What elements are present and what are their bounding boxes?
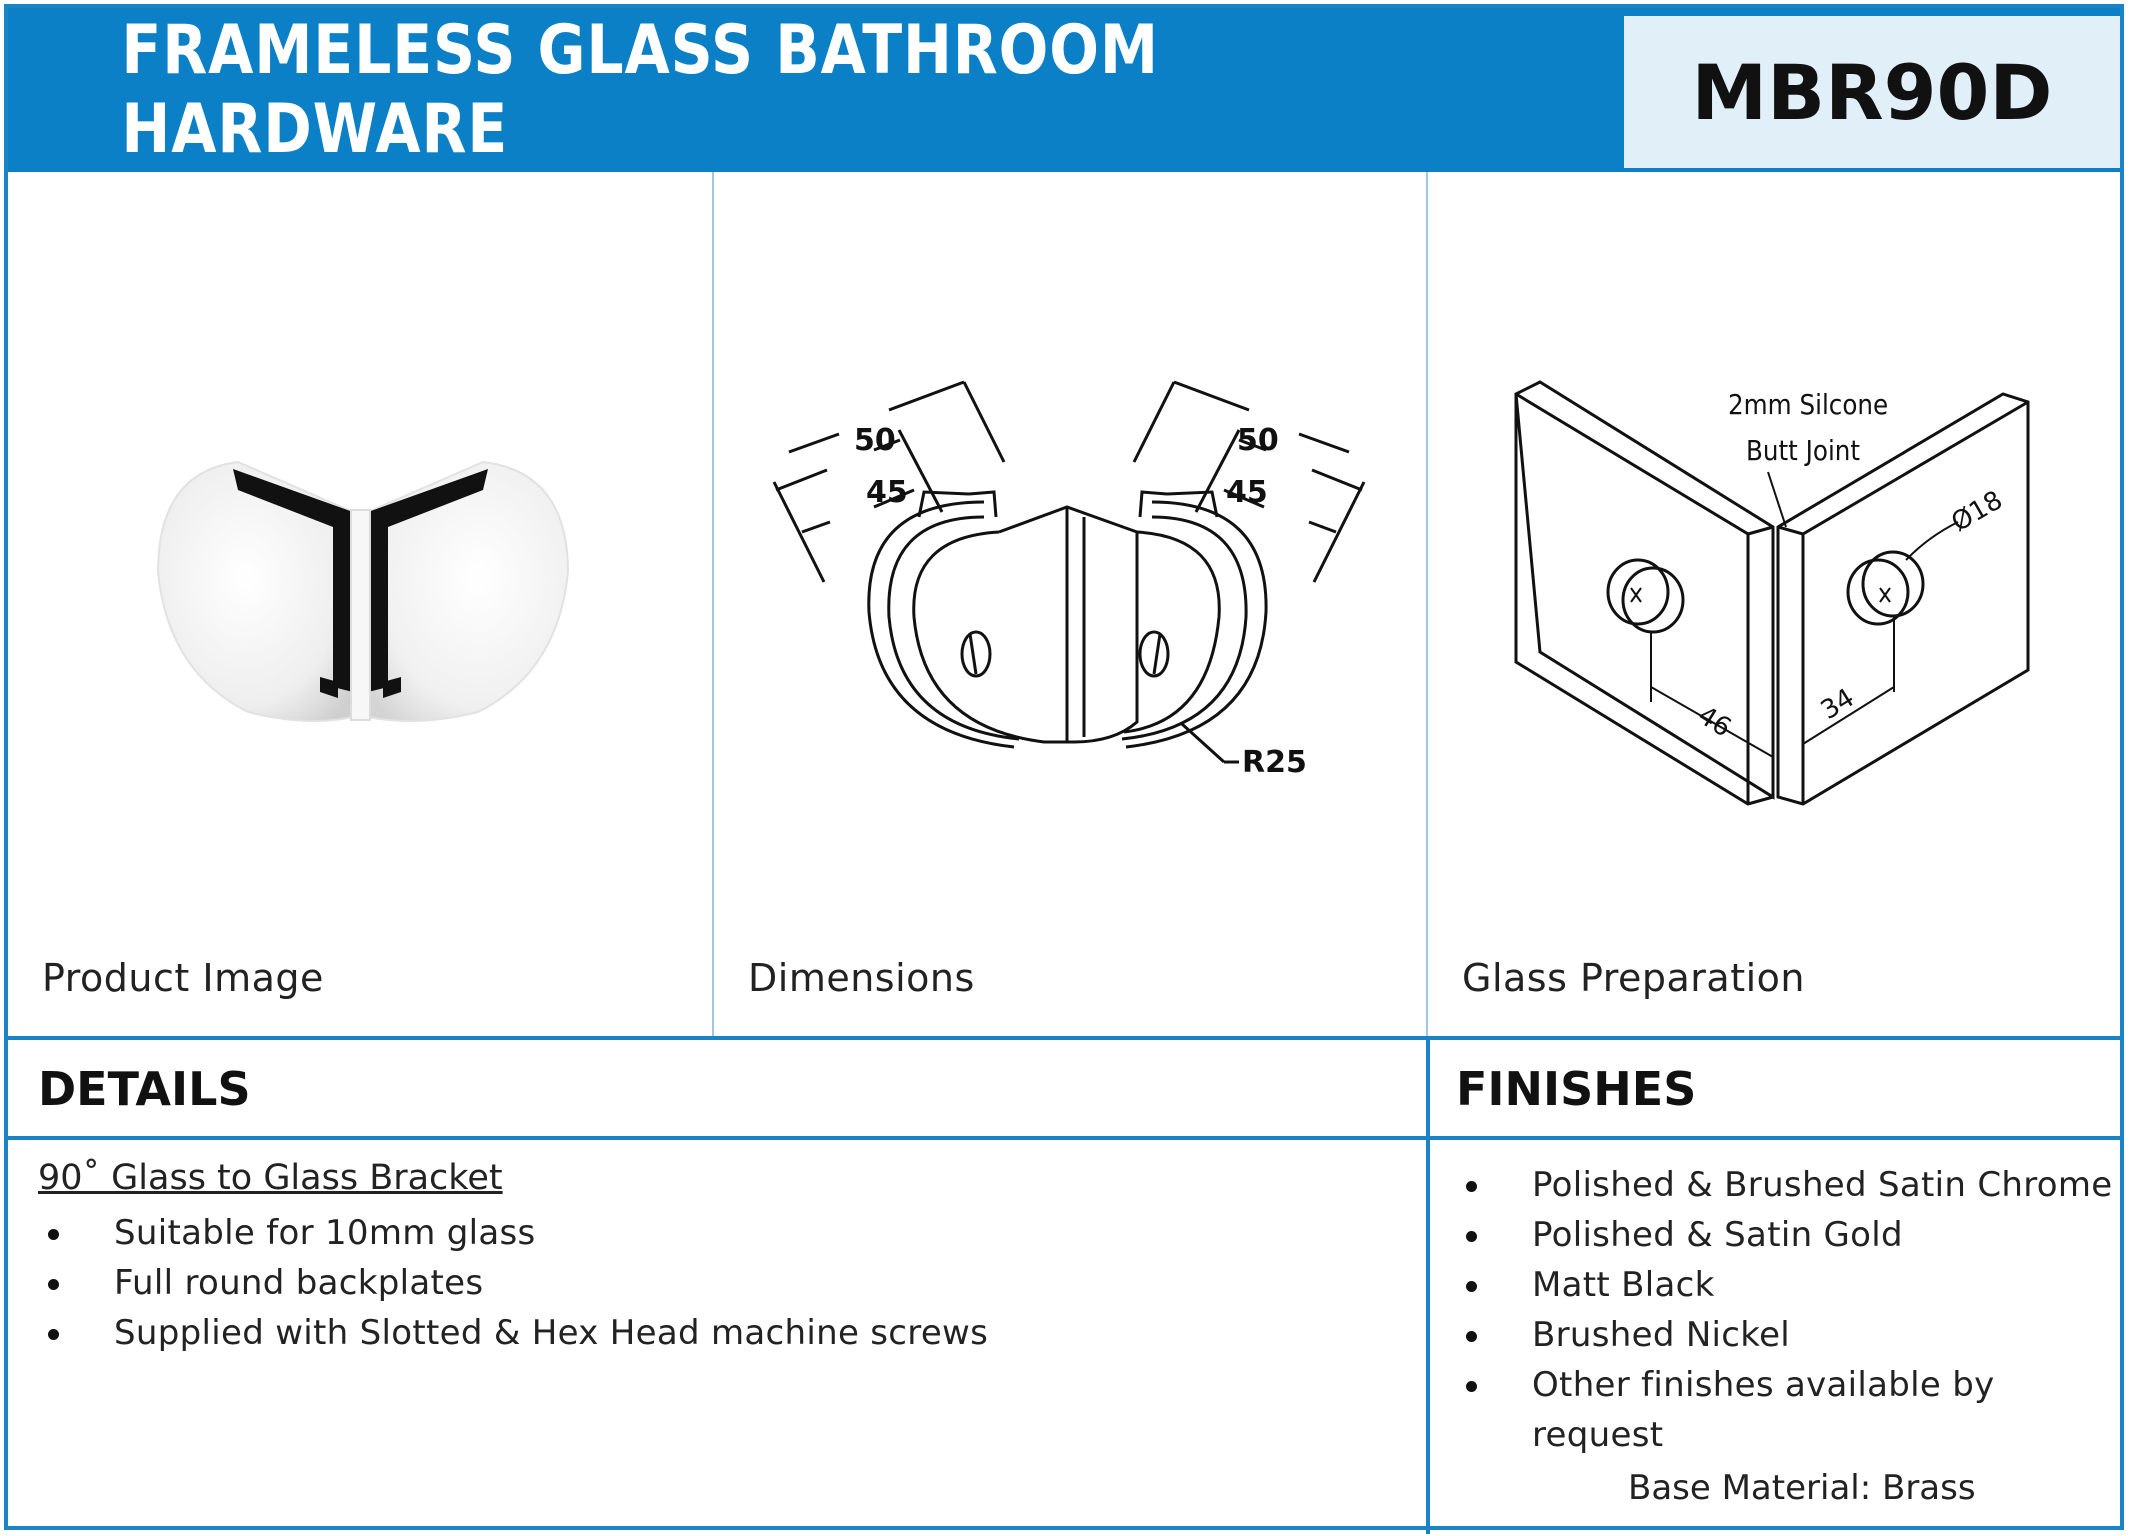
product-image-panel xyxy=(8,172,714,1036)
list-item: Supplied with Slotted & Hex Head machine screws xyxy=(38,1308,1418,1358)
dim-outer-left: 50 xyxy=(854,423,896,458)
bullet-icon xyxy=(48,1279,59,1290)
finishes-heading: FINISHES xyxy=(1456,1062,1697,1116)
product-image xyxy=(8,172,712,1036)
base-material: Base Material: Brass xyxy=(1628,1468,1976,1508)
dimensions-panel xyxy=(714,172,1428,1036)
list-item: Full round backplates xyxy=(38,1258,1418,1308)
left-offset-label: 46 xyxy=(1692,700,1737,744)
divider-heading xyxy=(8,1136,2120,1140)
finishes-list xyxy=(1456,1160,2116,1460)
glass-preparation-panel xyxy=(1428,172,2120,1036)
product-code: MBR90D xyxy=(1624,16,2120,168)
dim-outer-right: 50 xyxy=(1237,423,1279,458)
list-item: Brushed Nickel xyxy=(1456,1310,2116,1360)
list-item: Polished & Brushed Satin Chrome xyxy=(1456,1160,2116,1210)
details-heading: DETAILS xyxy=(38,1062,251,1116)
hole-diameter-label: Ø18 xyxy=(1946,485,2008,539)
finishes-section xyxy=(1456,1160,2116,1460)
bullet-icon xyxy=(48,1229,59,1240)
list-item: Other finishes available by request xyxy=(1456,1360,2116,1460)
dim-inner-left: 45 xyxy=(866,475,908,510)
list-item: Matt Black xyxy=(1456,1260,2116,1310)
panel-caption: Dimensions xyxy=(748,956,975,1000)
panel-caption: Product Image xyxy=(42,956,324,1000)
details-subheading: 90˚ Glass to Glass Bracket xyxy=(38,1158,503,1198)
details-list xyxy=(38,1208,1418,1358)
divider-vertical xyxy=(1426,1036,1430,1534)
joint-label-line2: Butt Joint xyxy=(1746,435,1861,468)
dim-inner-right: 45 xyxy=(1226,475,1268,510)
details-section xyxy=(38,1158,1418,1358)
panel-caption: Glass Preparation xyxy=(1462,956,1805,1000)
glass-preparation-drawing xyxy=(1428,172,2120,1036)
bullet-icon xyxy=(48,1329,59,1340)
page-title: FRAMELESS GLASS BATHROOM HARDWARE xyxy=(121,11,1159,169)
spec-sheet xyxy=(4,4,2124,1530)
bullet-icon xyxy=(1466,1331,1477,1342)
joint-label-line1: 2mm Silcone xyxy=(1728,389,1889,422)
list-item: Suitable for 10mm glass xyxy=(38,1208,1418,1258)
dim-radius: R25 xyxy=(1242,745,1307,780)
list-item: Polished & Satin Gold xyxy=(1456,1210,2116,1260)
bullet-icon xyxy=(1466,1281,1477,1292)
header-bar xyxy=(8,8,2120,172)
dimension-drawing xyxy=(714,172,1426,1036)
bullet-icon xyxy=(1466,1231,1477,1242)
right-offset-label: 34 xyxy=(1815,682,1860,726)
bullet-icon xyxy=(1466,1181,1477,1192)
bullet-icon xyxy=(1466,1381,1477,1392)
divider-top xyxy=(8,1036,2120,1040)
